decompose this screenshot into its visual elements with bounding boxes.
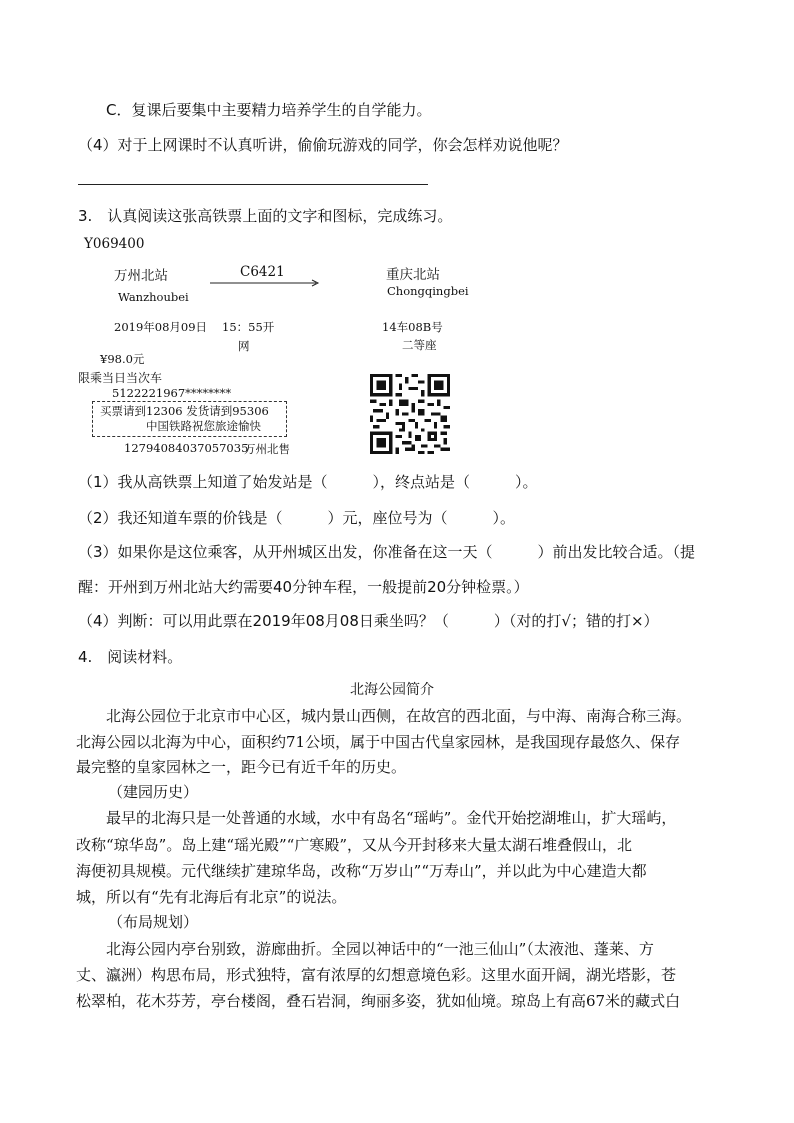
ticket-notice-line2: 中国铁路祝您旅途愉快 (146, 419, 261, 433)
section-layout-heading: （布局规划） (108, 913, 199, 931)
ticket-from-station: 万州北站 (114, 268, 168, 284)
ticket-to-pinyin: Chongqingbei (387, 284, 469, 298)
ticket-from-pinyin: Wanzhoubei (118, 290, 189, 304)
para2-line1: 最早的北海只是一处普通的水域，水中有岛名“瑶屿”。金代开始挖湖堆山，扩大瑶屿， (106, 809, 677, 827)
answer-line (78, 184, 428, 185)
ticket-time: 15：55开 (222, 320, 275, 334)
q3-sub1: （1）我从高铁票上知道了始发站是（ ），终点站是（ ）。 (78, 473, 538, 491)
q3-sub3-line2: 醒：开州到万州北站大约需要40分钟车程，一般提前20分钟检票。） (78, 578, 529, 596)
q4-heading: 4. 阅读材料。 (78, 648, 183, 666)
para3-line1: 北海公园内亭台别致，游廊曲折。全园以神话中的“一池三仙山”（太液池、蓬莱、方 (106, 940, 654, 958)
para2-line4: 城，所以有“先有北海后有北京”的说法。 (76, 888, 347, 906)
q3-sub4: （4）判断：可以用此票在2019年08月08日乘坐吗？（ ）（对的打√；错的打×） (78, 612, 659, 630)
ticket-code: 12794084037057035 (124, 441, 249, 455)
ticket-online: 网 (238, 339, 250, 353)
para2-line3: 海便初具规模。元代继续扩建琼华岛，改称“万岁山”“万寿山”，并以此为中心建造大都 (76, 862, 647, 880)
ticket-limit: 限乘当日当次车 (78, 371, 163, 385)
q2-option-c: C．复课后要集中主要精力培养学生的自学能力。 (106, 101, 432, 119)
ticket-price: ¥98.0元 (100, 352, 145, 366)
ticket-car-seat: 14车08B号 (382, 320, 443, 334)
ticket-date: 2019年08月09日 (114, 320, 208, 334)
qr-code-icon (370, 374, 450, 454)
ticket-train-number: C6421 (240, 264, 285, 280)
q3-heading: 3. 认真阅读这张高铁票上面的文字和图标，完成练习。 (78, 207, 453, 225)
para1-line3: 最完整的皇家园林之一，距今已有近千年的历史。 (76, 758, 407, 776)
para2-line2: 改称“琼华岛”。岛上建“瑶光殿”“广寒殿”，又从今开封移来大量太湖石堆叠假山，北 (76, 836, 633, 854)
ticket-id-number: 5122221967******** (112, 386, 232, 400)
para3-line2: 丈、瀛洲）构思布局，形式独特，富有浓厚的幻想意境色彩。这里水面开阔，湖光塔影，苍 (76, 966, 677, 984)
para1-line2: 北海公园以北海为中心，面积约71公顷，属于中国古代皇家园林，是我国现存最悠久、保存 (76, 733, 681, 751)
para1-line1: 北海公园位于北京市中心区，城内景山西侧，在故宫的西北面，与中海、南海合称三海。 (106, 707, 692, 725)
ticket-to-station: 重庆北站 (386, 267, 440, 283)
ticket-notice-line1: 买票请到12306 发货请到95306 (100, 404, 269, 418)
q2-sub4: （4）对于上网课时不认真听讲，偷偷玩游戏的同学，你会怎样劝说他呢？ (78, 136, 568, 154)
ticket-arrow (210, 279, 322, 287)
ticket-serial: Y069400 (84, 236, 145, 252)
para3-line3: 松翠柏，花木芬芳，亭台楼阁，叠石岩洞，绚丽多姿，犹如仙境。琼岛上有高67米的藏式白 (76, 992, 681, 1010)
ticket-seat-class: 二等座 (402, 338, 437, 352)
q3-sub2: （2）我还知道车票的价钱是（ ）元，座位号为（ ）。 (78, 509, 516, 527)
q3-sub3-line1: （3）如果你是这位乘客，从开州城区出发，你准备在这一天（ ）前出发比较合适。（提 (78, 543, 696, 561)
ticket-sold-at: 万州北售 (244, 442, 290, 456)
article-title: 北海公园简介 (350, 682, 434, 698)
section-history-heading: （建园历史） (108, 783, 199, 801)
